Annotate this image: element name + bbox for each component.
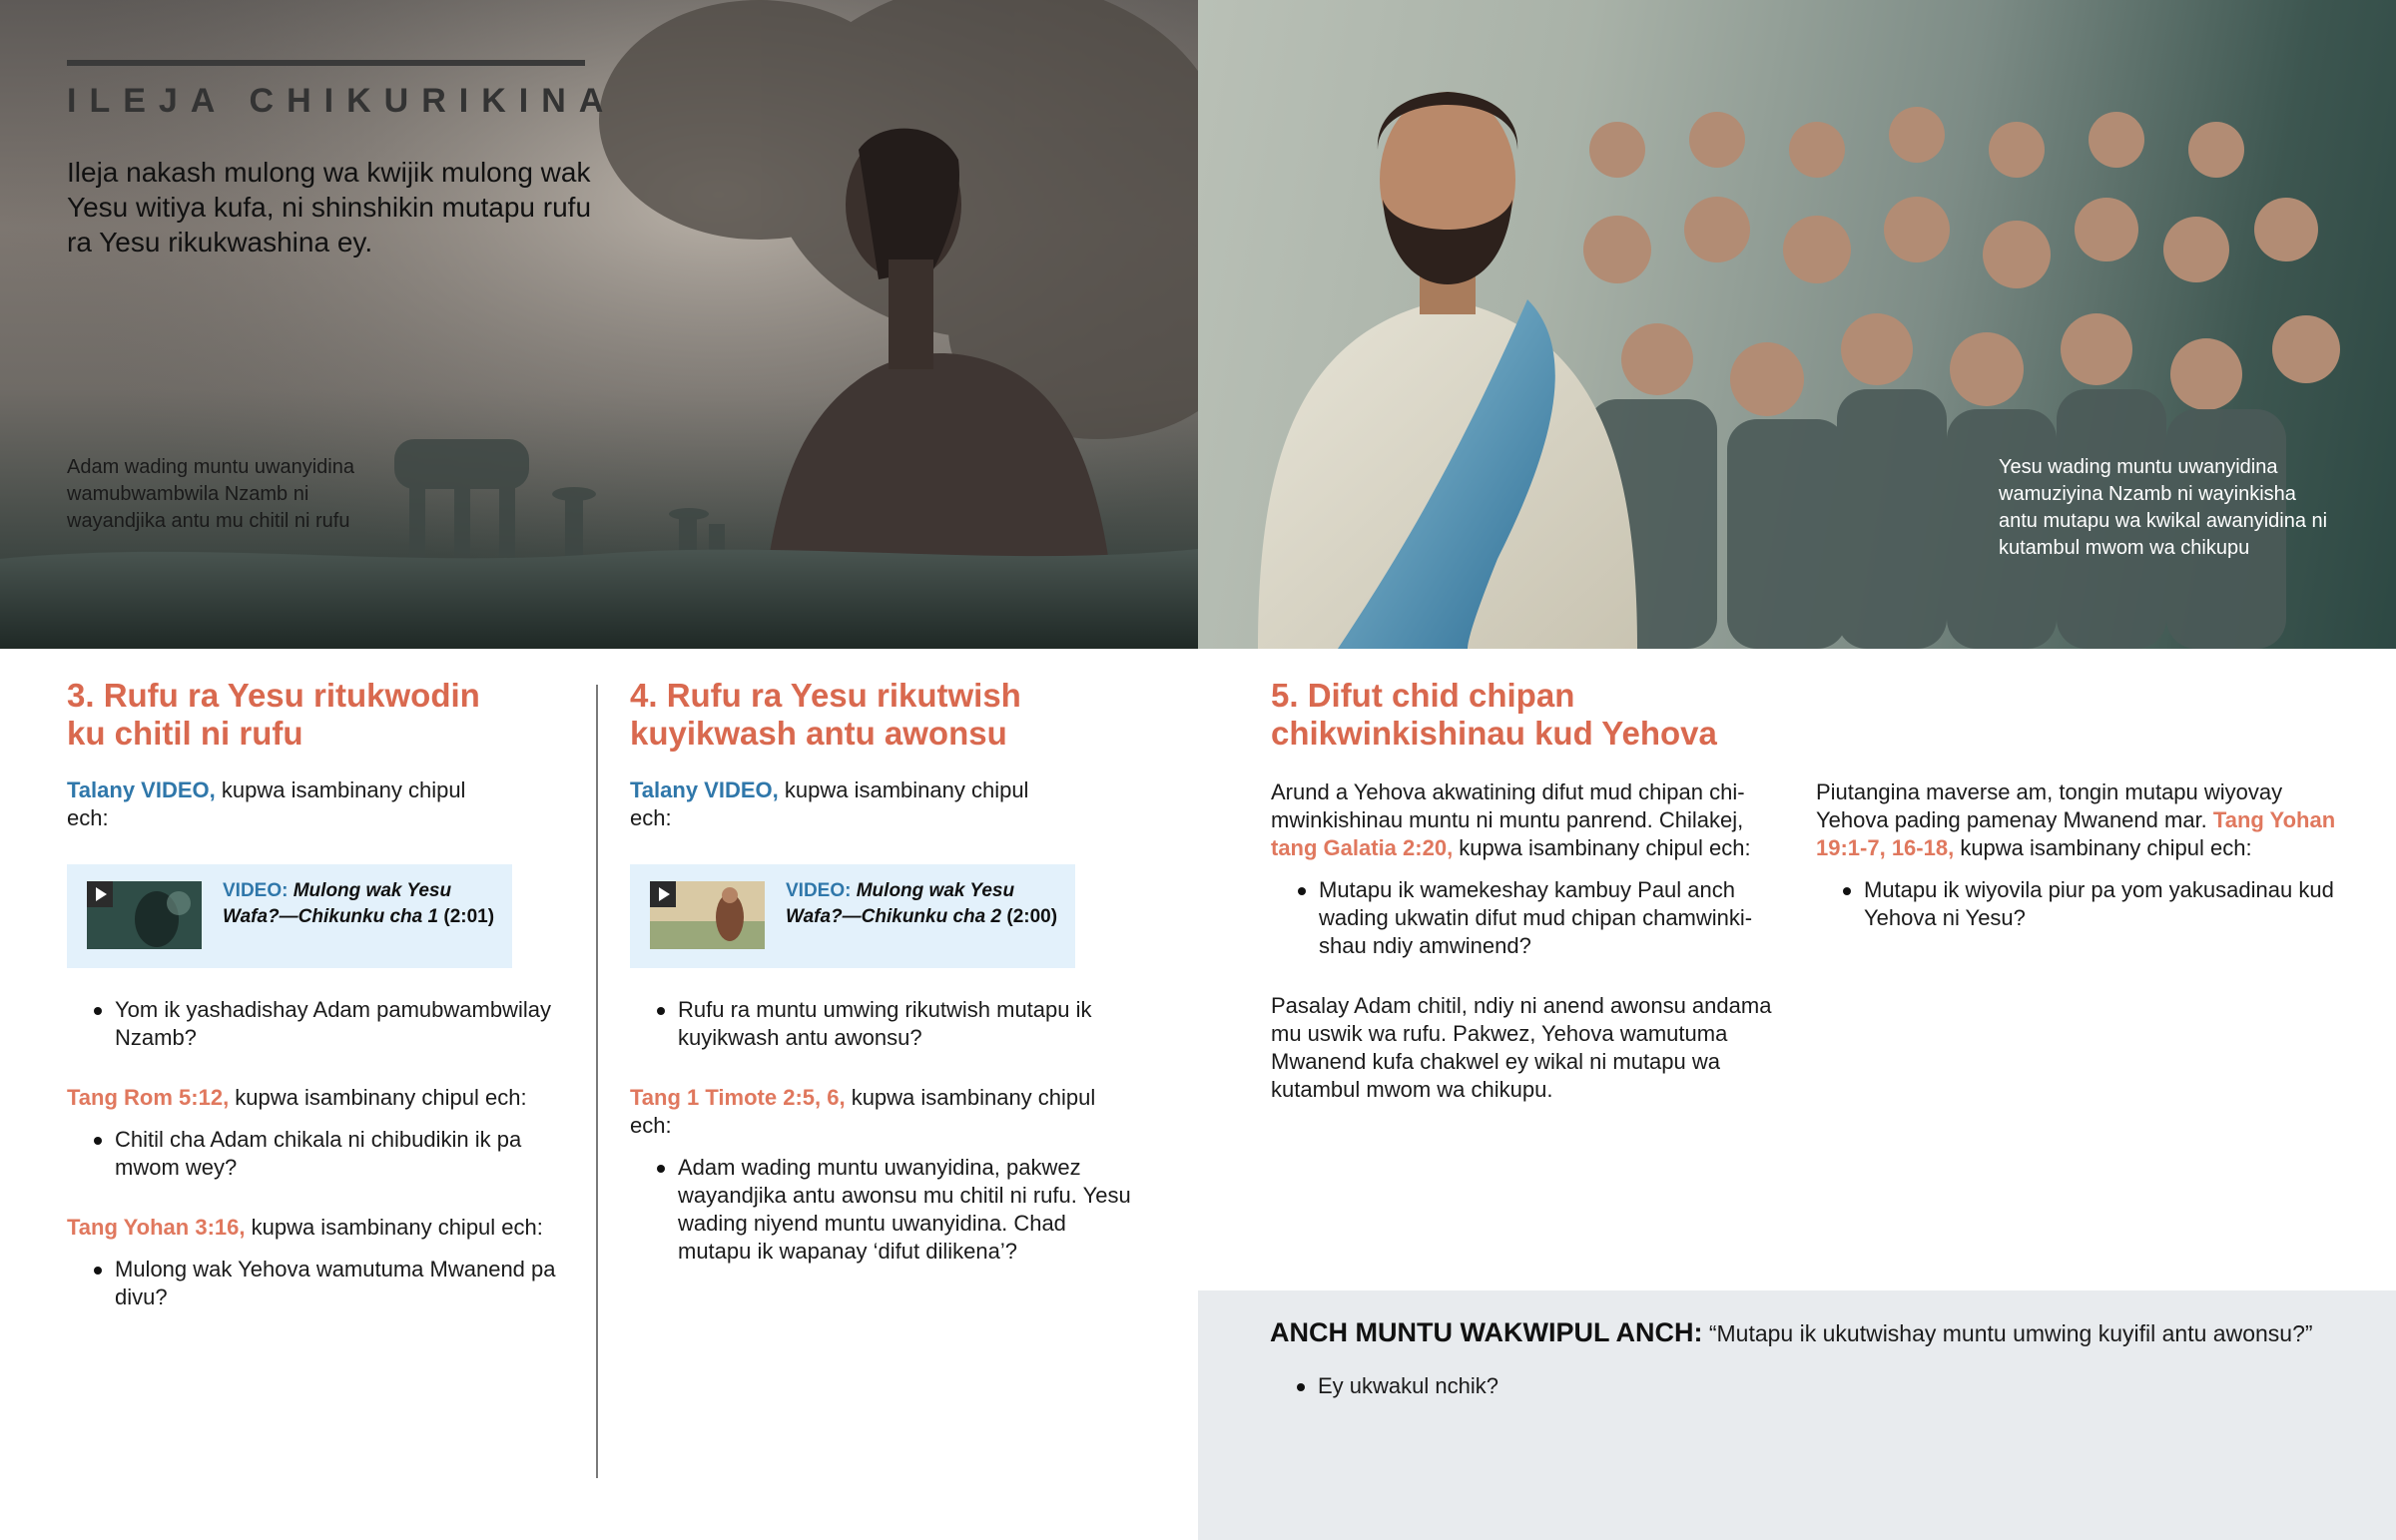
question-bullet: Rufu ra muntu umwing rikutwish mutapu ik kuyikwash antu awonsu? (630, 996, 1139, 1052)
question-bullet: Mulong wak Yehova wamutuma Mwanend pa divu? (67, 1256, 566, 1311)
video-thumbnail[interactable] (87, 881, 202, 949)
header-rule (67, 60, 585, 66)
section-3-title-line2: ku chitil ni rufu (67, 715, 303, 752)
callout-question (1270, 1316, 2313, 1349)
video-duration: (2:01) (443, 906, 495, 927)
scripture-prompt (630, 1084, 1139, 1140)
caption-adam: Adam wading muntu uwanyidina wamubwambwila Nzamb ni wayandjika antu mu chitil ni rufu (67, 456, 354, 532)
section-5-paragraph-2: Pasalay Adam chitil, ndiy ni anend awonsu andama mu uswik wa rufu. Pakwez, Yehova wamutuma Mwanend kufa chakwel ey wikal ni mutapu wa kutambul mwom wa chikupu. (1271, 993, 1772, 1102)
video-card-part-2[interactable] (630, 864, 1075, 968)
section-4 (630, 677, 1139, 1274)
scripture-link[interactable]: Tang 1 Timote 2:5, 6, (630, 1085, 846, 1110)
column-divider (596, 685, 598, 1478)
question-bullet: Chitil cha Adam chikala ni chibudikin ik pa mwom wey? (67, 1126, 566, 1182)
section-4-title-line1: 4. Rufu ra Yesu rikutwish (630, 677, 1021, 714)
section-5 (1271, 677, 2349, 1102)
play-icon[interactable] (650, 881, 676, 907)
section-4-title (630, 677, 1139, 753)
callout-lead: ANCH MUNTU WAKWIPUL ANCH: (1270, 1317, 1703, 1347)
video-thumbnail[interactable] (650, 881, 765, 949)
callout-quote: “Mutapu ik ukutwishay muntu umwing kuyifil antu awonsu?” (1702, 1320, 2313, 1346)
section-4-intro (630, 776, 1029, 832)
video-title-text: Mulong wak Yesu Wafa?—Chikunku cha 2 (786, 880, 1015, 927)
scripture-prompt (67, 1214, 566, 1242)
video-link[interactable]: Talany VIDEO, (630, 777, 779, 802)
scripture-link[interactable]: Tang Yohan 3:16, (67, 1215, 246, 1240)
someone-may-ask-box (1198, 1290, 2396, 1540)
section-5-paragraph-3 (1816, 778, 2345, 862)
section-3-title (67, 677, 566, 753)
paragraph-text: Piutangina maverse am, tongin mutapu wiyovay Yehova pading pamenay Mwanend mar. (1816, 779, 2283, 832)
section-5-col-a (1271, 778, 1790, 1104)
question-bullet: Yom ik yashadishay Adam pamubwambwilay Nzamb? (67, 996, 566, 1052)
video-label: VIDEO: (223, 880, 289, 901)
section-3-intro (67, 776, 466, 832)
lesson-kicker: ILEJA CHIKURIKINA (67, 82, 617, 120)
section-5-title-line2: chikwinkishinau kud Yehova (1271, 715, 1717, 752)
video-title[interactable] (223, 878, 502, 930)
question-bullet: Mutapu ik wiyovila piur pa yom yakusadinau kud Yehova ni Yesu? (1816, 876, 2345, 932)
section-4-intro-text: kupwa isambinany chipul ech: (630, 777, 1029, 830)
scripture-prompt-text: kupwa isambinany chipul ech: (245, 1215, 543, 1240)
section-5-title (1271, 677, 2349, 753)
video-card-part-1[interactable] (67, 864, 512, 968)
paragraph-text: kupwa isambinany chipul ech: (1954, 835, 2252, 860)
scripture-prompt-text: kupwa isambinany chipul ech: (229, 1085, 527, 1110)
callout-bullet: Ey ukwakul nchik? (1270, 1372, 1969, 1400)
play-icon[interactable] (87, 881, 113, 907)
scripture-prompt (67, 1084, 566, 1112)
paragraph-text: Arund a Yehova akwatining difut mud chipan chi-mwinkishinau muntu ni muntu panrend. Chilakej, (1271, 779, 1745, 832)
scripture-link[interactable]: tang Galatia 2:20, (1271, 835, 1454, 860)
scripture-link[interactable]: Tang Rom 5:12, (67, 1085, 230, 1110)
video-label: VIDEO: (786, 880, 852, 901)
caption-jesus: Yesu wading muntu uwanyidina wamuziyina Nzamb ni wayinkisha antu mutapu wa kwikal awanyidina ni kutambul mwom wa chikupu (1999, 456, 2328, 559)
video-title[interactable] (786, 878, 1065, 930)
video-duration: (2:00) (1006, 906, 1058, 927)
section-5-paragraph-1 (1271, 778, 1790, 862)
scripture-prompt-text: kupwa isambinany chipul ech: (630, 1085, 1096, 1138)
section-5-col-b (1816, 778, 2345, 940)
section-3 (67, 677, 566, 1319)
scripture-link[interactable]: Tang Yohan 19:1-7, 16-18, (1816, 807, 2336, 860)
question-bullet: Adam wading muntu uwanyidina, pakwez wayandjika antu awonsu mu chitil ni rufu. Yesu wading niyend muntu uwanyidina. Chad mutapu ik wapanay ‘difut dilikena’? (630, 1154, 1139, 1266)
video-title-text: Mulong wak Yesu Wafa?—Chikunku cha 1 (223, 880, 452, 927)
lesson-intro: Ileja nakash mulong wa kwijik mulong wak Yesu witiya kufa, ni shinshikin mutapu rufu ra Yesu rikukwashina ey. (67, 157, 592, 257)
video-link[interactable]: Talany VIDEO, (67, 777, 216, 802)
question-bullet: Mutapu ik wamekeshay kambuy Paul anch wading ukwatin difut mud chipan chamwinki-shau ndiy amwinend? (1271, 876, 1790, 960)
section-3-intro-text: kupwa isambinany chipul ech: (67, 777, 466, 830)
section-3-title-line1: 3. Rufu ra Yesu ritukwodin (67, 677, 480, 714)
paragraph-text: kupwa isambinany chipul ech: (1453, 835, 1751, 860)
section-5-title-line1: 5. Difut chid chipan (1271, 677, 1575, 714)
section-4-title-line2: kuyikwash antu awonsu (630, 715, 1007, 752)
